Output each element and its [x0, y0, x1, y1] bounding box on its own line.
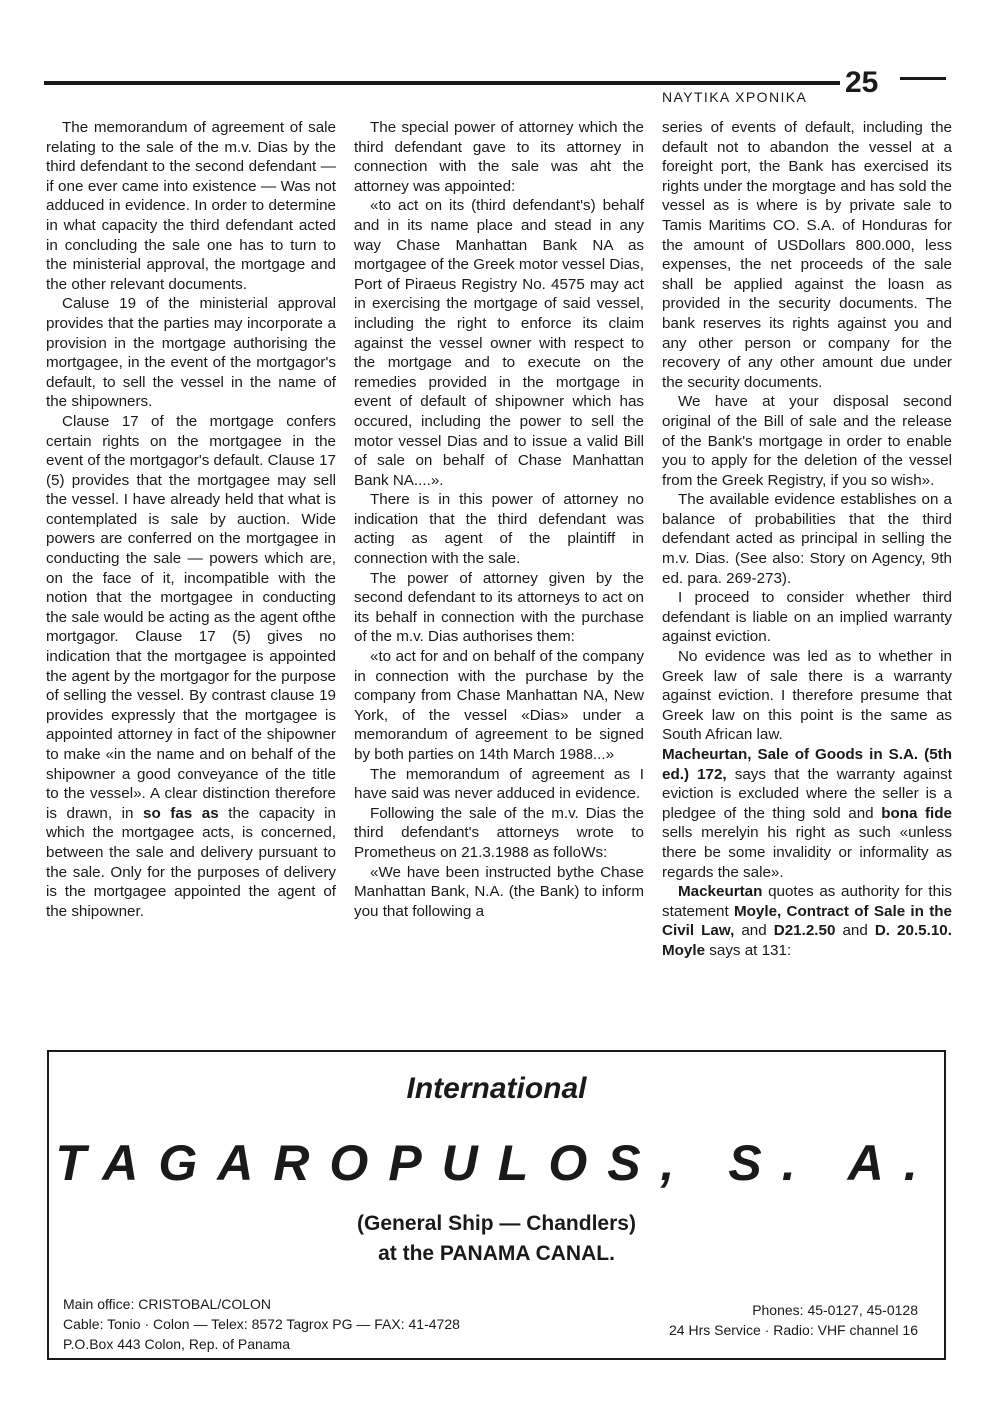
paragraph: Macheurtan, Sale of Goods in S.A. (5th ed.) 172, says that the warranty against eviction is excluded where the seller is a pledgee of the thing sold and bona fide sells merelyin his right as such «unless there be some invalidity or informality as regards the sale». [662, 746, 952, 881]
paragraph: We have at your disposal second original of the Bill of sale and the release of the Bank's mortgage in order to enable you to apply for the deletion of the vessel from the Greek Registry, if you so wish». [662, 393, 952, 489]
paragraph: «to act on its (third defendant's) behalf and in its name place and stead in any way Chase Manhattan Bank NA as mortgagee of the Greek motor vessel Dias, Port of Piraeus Registry No. 4575 may act in exercising the mortgage of said vessel, including the right to enforce its claim against the vessel owner with respect to the mortgage and to execute on the remedies provided in the mortgage in event of default of shipowner which has occured, including the power to sell the motor vessel Dias and to issue a valid Bill of sale on behalf of Chase Manhattan Bank NA....». [354, 197, 644, 489]
ad-tagline-2: at the PANAMA CANAL. [378, 1242, 615, 1265]
ad-international: International [406, 1072, 587, 1105]
paragraph: I proceed to consider whether third defendant is liable on an implied warranty against eviction. [662, 589, 952, 646]
paragraph: The special power of attorney which the third defendant gave to its attorney in connection with the sale was aht the attorney was appointed: [354, 119, 644, 195]
ad-cable: Cable: Tonio · Colon — Telex: 8572 Tagrox PG — FAX: 41-4728 [63, 1316, 460, 1332]
advertisement-box [47, 1050, 946, 1360]
journal-name: NAYTIKA XPONIKA [662, 89, 808, 105]
paragraph: The power of attorney given by the second defendant to its attorneys to act on its behalf in connection with the purchase of the m.v. Dias authorises them: [354, 569, 644, 646]
text-column-3 [662, 118, 952, 961]
paragraph: There is in this power of attorney no indication that the third defendant was acting as agent of the plaintiff in connection with the sale. [354, 491, 644, 568]
header-rule-right [900, 77, 946, 80]
paragraph: «to act for and on behalf of the company in connection with the purchase by the company from Chase Manhattan NA, New York, of the vessel «Dias» under a memorandum of agreement to be signed by both parties on 14th March 1988...» [354, 648, 644, 763]
header-rule-left [44, 81, 840, 85]
paragraph: «We have been instructed bythe Chase Manhattan Bank, N.A. (the Bank) to inform you that following a [354, 863, 644, 920]
paragraph: Mackeurtan quotes as authority for this statement Moyle, Contract of Sale in the Civil Law, and D21.2.50 and D. 20.5.10. Moyle says at 131: [662, 883, 952, 959]
text-column-2 [354, 118, 644, 921]
ad-pobox: P.O.Box 443 Colon, Rep. of Panama [63, 1336, 290, 1352]
page-number: 25 [845, 66, 879, 99]
paragraph: The memorandum of agreement as I have said was never adduced in evidence. [354, 765, 644, 803]
ad-service: 24 Hrs Service · Radio: VHF channel 16 [669, 1322, 918, 1338]
paragraph: Caluse 19 of the ministerial approval provides that the parties may incorporate a provision in the mortgage authorising the mortgagee, in the event of the mortgagor's default, to sell the vessel in the name of the shipowners. [46, 295, 336, 411]
ad-contact-right [669, 1300, 918, 1340]
text-column-1 [46, 118, 336, 921]
paragraph: Following the sale of the m.v. Dias the third defendant's attorneys wrote to Prometheus on 21.3.1988 as folloWs: [354, 804, 644, 861]
ad-contact-left [63, 1294, 460, 1354]
paragraph: Clause 17 of the mortgage confers certain rights on the mortgagee in the event of the mortgagor's default. Clause 17 (5) provides that the mortgagee may sell the vessel. I have already held that what is contemplated is sale by auction. Wide powers are conferred on the mortgagee in conducting the sale — powers which are, on the face of it, incompatible with the notion that the mortgagee in conducting the sale would be acting as the agent ofthe mortgagor. Clause 17 (5) gives no indication that the mortgagee is appointed the agent by the mortgagor for the purpose of selling the vessel. By contrast clause 19 provides expressly that the mortgagee is appointed attorney in fact of the shipowner to make «in the name and on behalf of the shipowner a good conveyance of the title to the vessel». A clear distinction therefore is drawn, in so fas as the capacity in which the mortgagee acts, is concerned, between the sale and delivery pursuant to the sale. Only for the purposes of delivery is the mortgagee appointed the agent of the shipowner. [46, 412, 336, 920]
paragraph: No evidence was led as to whether in Greek law of sale there is a warranty against eviction. I therefore presume that Greek law on this point is the same as South African law. [662, 648, 952, 744]
ad-company-name: TAGAROPULOS, S. A. [55, 1135, 938, 1191]
paragraph: The available evidence establishes on a balance of probabilities that the third defendant acted as principal in selling the m.v. Dias. (See also: Story on Agency, 9th ed. para. 269-273). [662, 491, 952, 587]
ad-tagline-1: (General Ship — Chandlers) [357, 1212, 636, 1235]
ad-office: Main office: CRISTOBAL/COLON [63, 1296, 271, 1312]
paragraph: The memorandum of agreement of sale relating to the sale of the m.v. Dias by the third defendant to the second defendant — if one ever came into existence — Was not adduced in evidence. In order to determine in what capacity the third defendant acted in concluding the sale one has to turn to the ministerial approval, the mortgage and the other relevant documents. [46, 119, 336, 293]
paragraph: series of events of default, including the default not to abandon the vessel at a foreight port, the Bank has exercised its rights under the morgtage and has sold the vessel as is where is by private sale to Tamis Maritims CO. S.A. of Honduras for the amount of USDollars 800.000, less expenses, the net proceeds of the sale shall be applied against the loasn as provided in the security documents. The bank reserves its rights against you and any other person or company for the recovery of any other amount due under the security documents. [662, 119, 952, 391]
ad-phones: Phones: 45-0127, 45-0128 [752, 1302, 918, 1318]
